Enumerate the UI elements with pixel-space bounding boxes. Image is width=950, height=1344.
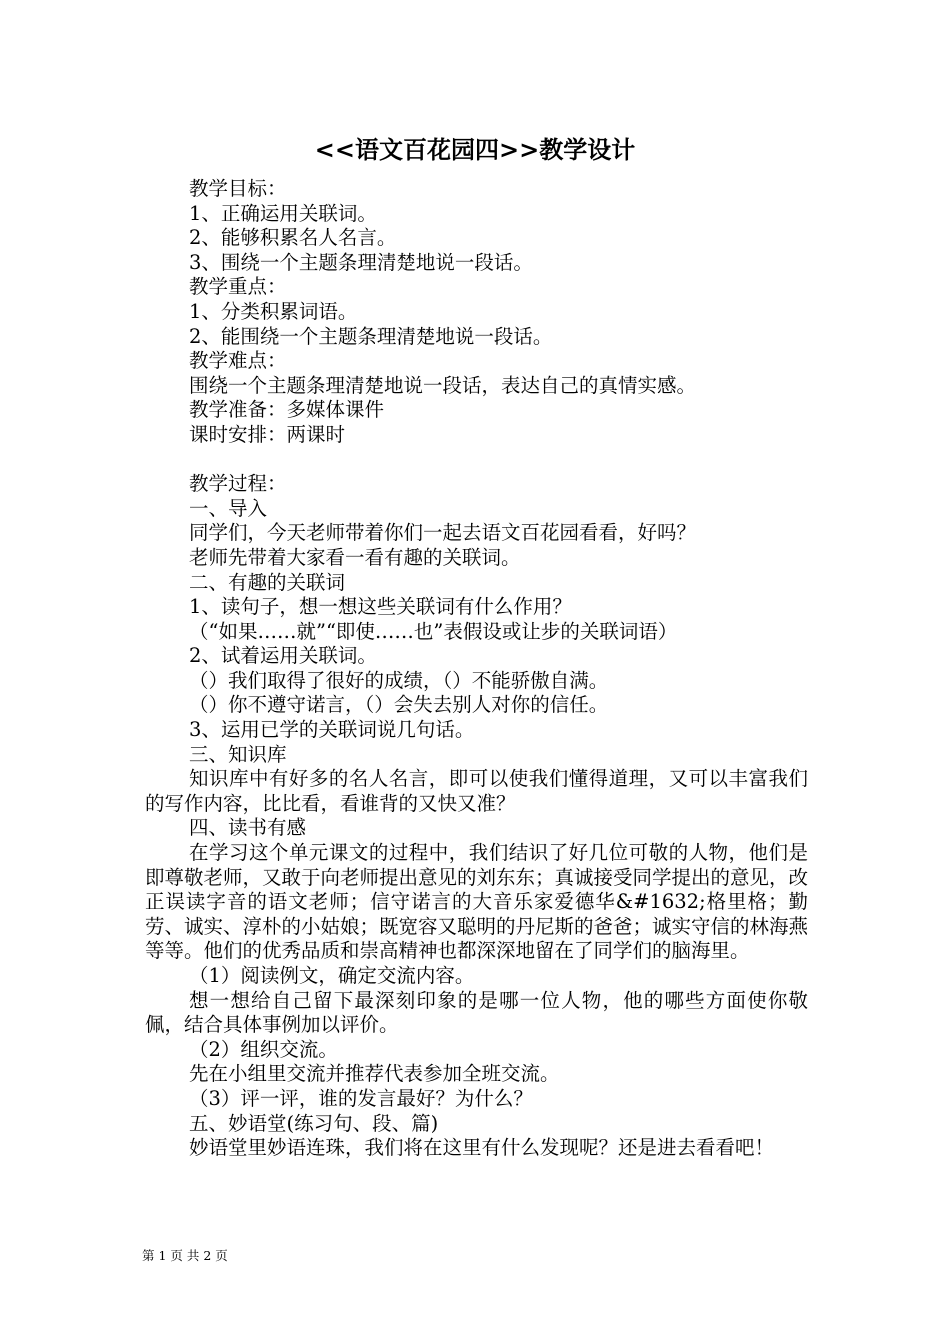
difficulty-text: 围绕一个主题条理清楚地说一段话，表达自己的真情实感。 (189, 373, 697, 397)
objective-item: 2、能够积累名人名言。 (189, 226, 397, 250)
section-line: 先在小组里交流并推荐代表参加全班交流。 (189, 1062, 560, 1086)
preparation-line: 教学准备：多媒体课件 (189, 398, 385, 422)
exercise-line: （）我们取得了很好的成绩，（）不能骄傲自满。 (189, 668, 609, 692)
step-line: （2）组织交流。 (189, 1037, 338, 1061)
document-body (145, 177, 808, 1161)
reflection-paragraph: 想一想给自己留下最深刻印象的是哪一位人物，他的哪些方面使你敬佩，结合具体事例加以评价。 (145, 988, 808, 1037)
section-heading-reading: 四、读书有感 (189, 816, 307, 840)
process-heading: 教学过程： (189, 472, 287, 496)
section-line: 3、运用已学的关联词说几句话。 (189, 718, 475, 742)
objectives-heading: 教学目标： (189, 177, 287, 200)
schedule-line: 课时安排：两课时 (189, 422, 346, 446)
section-heading-knowledge: 三、知识库 (189, 742, 287, 766)
key-point-item: 1、分类积累词语。 (189, 299, 358, 323)
reading-paragraph: 在学习这个单元课文的过程中，我们结识了好几位可敬的人物，他们是即尊敬老师，又敢于向老师提出意见的刘东东；真诚接受同学提出的意见，改正误读字音的语文老师；信守诺言的大音乐家爱德华&#1632;格里格；勤劳、诚实、淳朴的小姑娘；既宽容又聪明的丹尼斯的爸爸；诚实守信的林海燕等等。他们的优秀品质和崇高精神也都深深地留在了同学们的脑海里。 (145, 841, 809, 963)
section-line: 同学们，今天老师带着你们一起去语文百花园看看，好吗？ (189, 521, 697, 545)
section-line: 2、试着运用关联词。 (189, 644, 377, 668)
key-points-heading: 教学重点： (189, 275, 287, 299)
page-title: <<语文百花园四>>教学设计 (314, 135, 636, 164)
blank-line (145, 448, 808, 473)
objective-item: 1、正确运用关联词。 (189, 201, 377, 225)
section-line: （“如果……就”“即使……也”表假设或让步的关联词语） (189, 619, 678, 643)
sentences-paragraph: 妙语堂里妙语连珠，我们将在这里有什么发现呢？还是进去看看吧！ (189, 1136, 775, 1160)
step-line: （1）阅读例文，确定交流内容。 (189, 964, 475, 987)
knowledge-paragraph: 知识库中有好多的名人名言，即可以使我们懂得道理，又可以丰富我们的写作内容，比比看，看谁背的又快又准？ (145, 767, 808, 815)
difficulty-heading: 教学难点： (189, 349, 287, 373)
section-heading-intro: 一、导入 (189, 496, 268, 520)
section-heading-conjunctions: 二、有趣的关联词 (189, 570, 346, 594)
objective-item: 3、围绕一个主题条理清楚地说一段话。 (189, 250, 533, 274)
step-line: （3）评一评，谁的发言最好？为什么？ (189, 1086, 533, 1110)
key-point-item: 2、能围绕一个主题条理清楚地说一段话。 (189, 324, 553, 348)
page-number-footer: 第 1 页 共 2 页 (142, 1248, 228, 1263)
section-line: 老师先带着大家看一看有趣的关联词。 (189, 545, 521, 569)
section-line: 1、读句子，想一想这些关联词有什么作用？ (189, 595, 572, 619)
exercise-line: （）你不遵守诺言，（）会失去别人对你的信任。 (189, 693, 609, 717)
section-heading-sentences: 五、妙语堂(练习句、段、篇) (189, 1111, 439, 1135)
